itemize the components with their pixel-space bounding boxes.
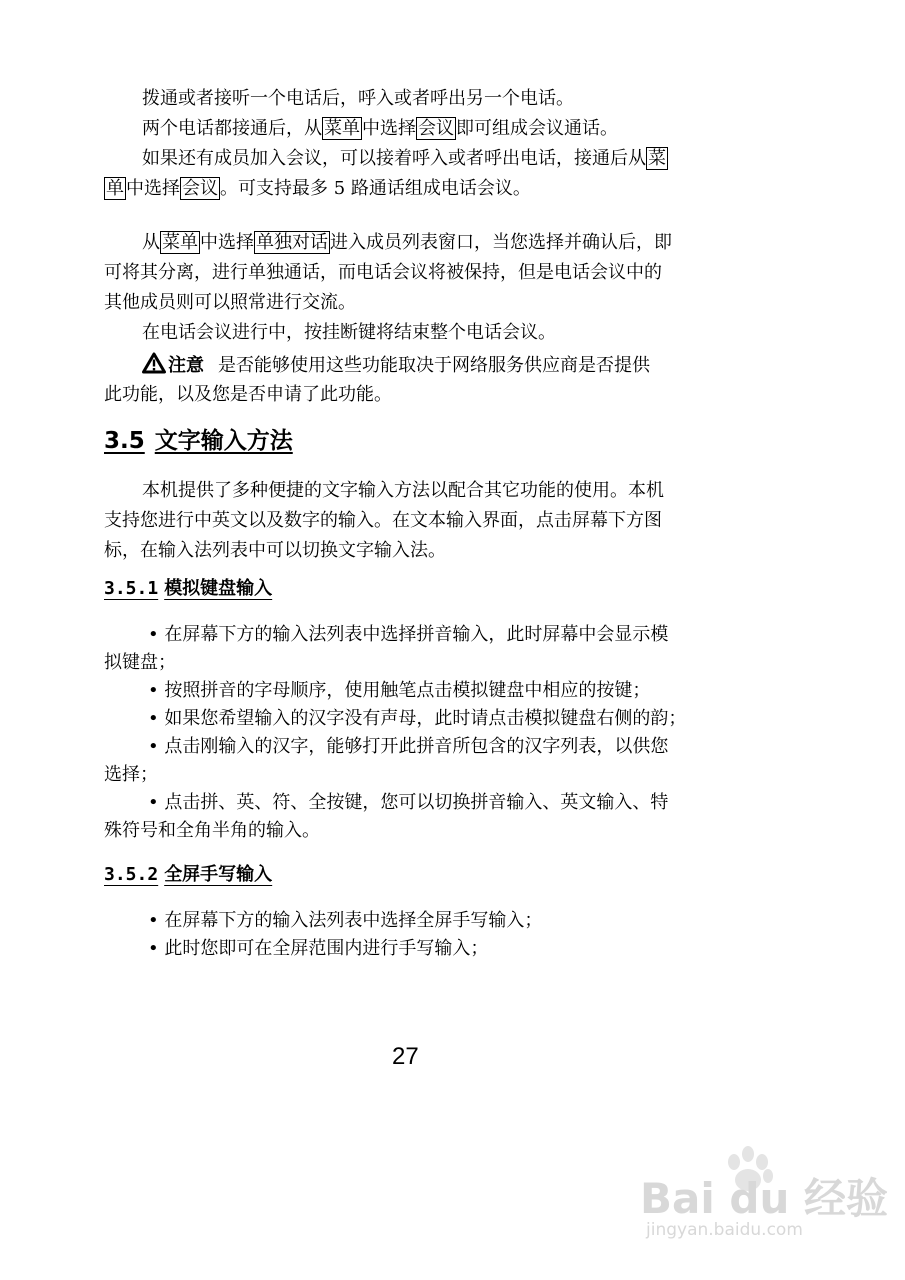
note-line — [142, 352, 650, 379]
menu-term-box: 单 — [106, 178, 124, 199]
subsection-heading — [104, 862, 272, 888]
paragraph-line — [142, 116, 618, 142]
intro-line: 支持您进行中英文以及数字的输入。在文本输入界面，点击屏幕下方图 — [104, 510, 662, 531]
paragraph-line — [142, 230, 672, 256]
warning-triangle-icon — [142, 352, 166, 374]
list-item: 选择； — [104, 764, 158, 785]
subsection-number: 3.5.1 — [104, 578, 159, 599]
section-number: 3.5 — [104, 428, 145, 454]
text-run: 进入成员列表窗口，当您选择并确认后，即 — [330, 232, 672, 253]
text-run: 如果还有成员加入会议，可以接着呼入或者呼出电话，接通后从 — [142, 148, 646, 169]
paragraph-line — [104, 176, 531, 202]
menu-term-box: 单独对话 — [256, 232, 328, 253]
section-heading — [104, 425, 293, 457]
text-run: 两个电话都接通后，从 — [142, 118, 322, 139]
list-item: • 如果您希望输入的汉字没有声母，此时请点击模拟键盘右侧的韵； — [148, 708, 687, 729]
note-text: 是否能够使用这些功能取决于网络服务供应商是否提供 — [218, 355, 650, 376]
menu-term-box: 菜 — [648, 148, 666, 169]
section-title: 文字输入方法 — [154, 428, 293, 454]
list-item: • 此时您即可在全屏范围内进行手写输入； — [148, 938, 489, 959]
text-run: 中选择 — [362, 118, 416, 139]
intro-line: 本机提供了多种便捷的文字输入方法以配合其它功能的使用。本机 — [142, 480, 664, 501]
subsection-title: 模拟键盘输入 — [164, 578, 273, 599]
list-item: • 点击拼、英、符、全按键，您可以切换拼音输入、英文输入、特 — [148, 792, 669, 813]
text-run: 即可组成会议通话。 — [456, 118, 618, 139]
paragraph-line: 可将其分离，进行单独通话，而电话会议将被保持，但是电话会议中的 — [104, 262, 662, 283]
subsection-title: 全屏手写输入 — [164, 864, 273, 885]
text-run: 中选择 — [200, 232, 254, 253]
text-run: 从 — [142, 232, 160, 253]
menu-term-box: 会议 — [182, 178, 218, 199]
intro-line: 标，在输入法列表中可以切换文字输入法。 — [104, 540, 446, 561]
list-item: 拟键盘； — [104, 652, 176, 673]
list-item: • 按照拼音的字母顺序，使用触笔点击模拟键盘中相应的按键； — [148, 680, 651, 701]
list-item: • 在屏幕下方的输入法列表中选择全屏手写输入； — [148, 910, 543, 931]
paragraph-line: 其他成员则可以照常进行交流。 — [104, 292, 356, 313]
baidu-watermark — [640, 1140, 900, 1250]
subsection-number: 3.5.2 — [104, 864, 159, 885]
note-label: 注意 — [168, 355, 204, 376]
watermark-brand: Bai du 经验 — [640, 1174, 888, 1223]
list-item: 殊符号和全角半角的输入。 — [104, 820, 320, 841]
list-item: • 点击刚输入的汉字，能够打开此拼音所包含的汉字列表，以供您 — [148, 736, 669, 757]
page-number: 27 — [392, 1043, 419, 1070]
note-line: 此功能，以及您是否申请了此功能。 — [104, 384, 392, 405]
watermark-url: jingyan.baidu.com — [646, 1220, 803, 1240]
menu-term-box: 菜单 — [162, 232, 198, 253]
paragraph-line — [142, 146, 668, 172]
paragraph-line: 在电话会议进行中，按挂断键将结束整个电话会议。 — [142, 322, 556, 343]
paragraph-line: 拨通或者接听一个电话后，呼入或者呼出另一个电话。 — [142, 88, 574, 109]
menu-term-box: 会议 — [418, 118, 454, 139]
text-run: 中选择 — [126, 178, 180, 199]
text-run: 。可支持最多 5 路通话组成电话会议。 — [220, 178, 531, 199]
list-item: • 在屏幕下方的输入法列表中选择拼音输入，此时屏幕中会显示模 — [148, 624, 669, 645]
subsection-heading — [104, 576, 272, 602]
menu-term-box: 菜单 — [324, 118, 360, 139]
